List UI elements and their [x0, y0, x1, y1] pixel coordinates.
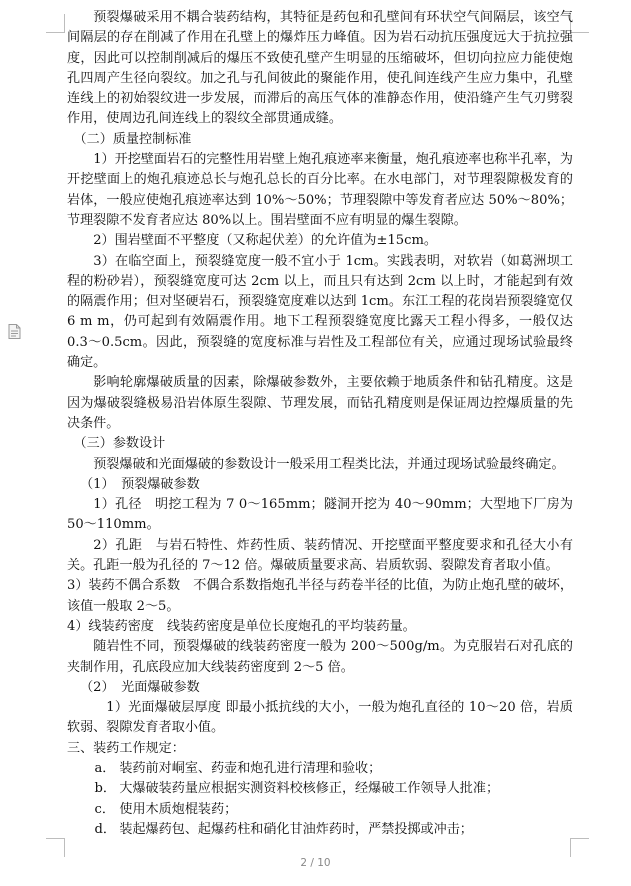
list-marker: a． — [94, 760, 116, 776]
paragraph: 影响轮廓爆破质量的因素，除爆破参数外，主要依赖于地质条件和钻孔精度。这是因为爆破裂缝极易沿岩体原生裂隙、节理发展，而钻孔精度则是保证周边控爆质量的先决条件。 — [67, 375, 573, 431]
paragraph: 4）线装药密度 线装药密度是单位长度炮孔的平均装药量。 — [67, 618, 416, 634]
margin-mark-bottom-left — [46, 838, 65, 857]
paragraph: 预裂爆破采用不耦合装药结构，其特征是药包和孔壁间有环状空气间隔层，该空气间隔层的存在削减了作用在孔壁上的爆炸压力峰值。因为岩石动抗压强度远大于抗拉强度，因此可以控制削减后的爆压不致使孔壁产生明显的压缩破坏，但切向拉应力能使炮孔四周产生径向裂纹。加之孔与孔间彼此的聚能作用，使孔间连线产生应力集中，孔壁连线上的初始裂纹进一步发展，而滞后的高压气体的准静态作用，使沿缝产生气刃劈裂作用，使周边孔间连线上的裂纹全部贯通成缝。 — [67, 10, 573, 127]
subsection-heading: （2） 光面爆破参数 — [80, 679, 200, 695]
margin-mark-top-left — [46, 14, 65, 33]
paragraph: 随岩性不同，预裂爆破的线装药密度一般为 200～500g/m。为克服岩石对孔底的夹制作用，孔底段应加大线装药密度到 2～5 倍。 — [67, 639, 573, 675]
paragraph: 1）光面爆破层厚度 即最小抵抗线的大小，一般为炮孔直径的 10～20 倍，岩质软弱、裂隙发育者取小值。 — [67, 700, 573, 736]
paragraph: 3）装药不偶合系数 不偶合系数指炮孔半径与药卷半径的比值，为防止炮孔壁的破坏，该值一般取 2～5。 — [67, 578, 573, 614]
list-item — [67, 820, 573, 840]
list-item-text: 装药前对峒室、药壶和炮孔进行清理和验收； — [119, 760, 382, 776]
list-item-text: 装起爆药包、起爆药柱和硝化甘油炸药时，严禁投掷或冲击； — [119, 821, 473, 837]
section-heading: （二）质量控制标准 — [73, 131, 192, 147]
paragraph: 2）围岩壁面不平整度（又称起伏差）的允许值为±15cm。 — [93, 233, 437, 249]
list-marker: c． — [94, 801, 115, 817]
section-heading: 三、装药工作规定： — [67, 740, 185, 756]
page-number: 2 / 10 — [300, 857, 331, 869]
paragraph: 1）孔径 明挖工程为 7 0～165mm；隧洞开挖为 40～90mm；大型地下厂房为 50～110mm。 — [67, 497, 573, 533]
list-item-text: 使用木质炮棍装药； — [119, 801, 238, 817]
document-outline-icon[interactable] — [8, 324, 21, 339]
paragraph: 3）在临空面上，预裂缝宽度一般不宜小于 1cm。实践表明，对软岩（如葛洲坝工程的粉砂岩），预裂缝宽度可达 2cm 以上，而且只有达到 2cm 以上时，才能起到有效的隔震作用；但对坚硬岩石，预裂缝宽度难以达到 1cm。东江工程的花岗岩预裂缝宽仅 6 m m，仍可起到有效隔震作用。地下工程预裂缝宽度比露天工程小得多，一般仅达 0.3～0.5cm。因此，预裂缝的宽度标准与岩性及工程部位有关，应通过现场试验最终确定。 — [67, 253, 573, 371]
list-item — [67, 800, 573, 820]
list-item — [67, 779, 573, 799]
list-marker: d． — [94, 821, 116, 837]
subsection-heading: （1） 预裂爆破参数 — [80, 476, 200, 492]
document-body — [67, 8, 573, 840]
paragraph: 预裂爆破和光面爆破的参数设计一般采用工程类比法，并通过现场试验最终确定。 — [93, 456, 565, 472]
list-marker: b． — [94, 781, 116, 797]
margin-mark-bottom-right — [570, 838, 589, 857]
paragraph: 1）开挖壁面岩石的完整性用岩壁上炮孔痕迹率来衡量，炮孔痕迹率也称半孔率，为开挖壁面上的炮孔痕迹总长与炮孔总长的百分比率。在水电部门，对节理裂隙极发育的岩体，一般应使炮孔痕迹率达到 10%～50%；节理裂隙中等发育者应达 50%～80%；节理裂隙不发育者应达 80%以上。围岩壁面不应有明显的爆生裂隙。 — [67, 152, 573, 228]
list-item-text: 大爆破装药量应根据实测资料校核修正，经爆破工作领导人批准； — [119, 781, 500, 797]
list-item — [67, 759, 573, 779]
paragraph: 2）孔距 与岩石特性、炸药性质、装药情况、开挖壁面平整度要求和孔径大小有关。孔距一般为孔径的 7～12 倍。爆破质量要求高、岩质软弱、裂隙发育者取小值。 — [67, 537, 573, 574]
section-heading: （三）参数设计 — [73, 436, 166, 452]
